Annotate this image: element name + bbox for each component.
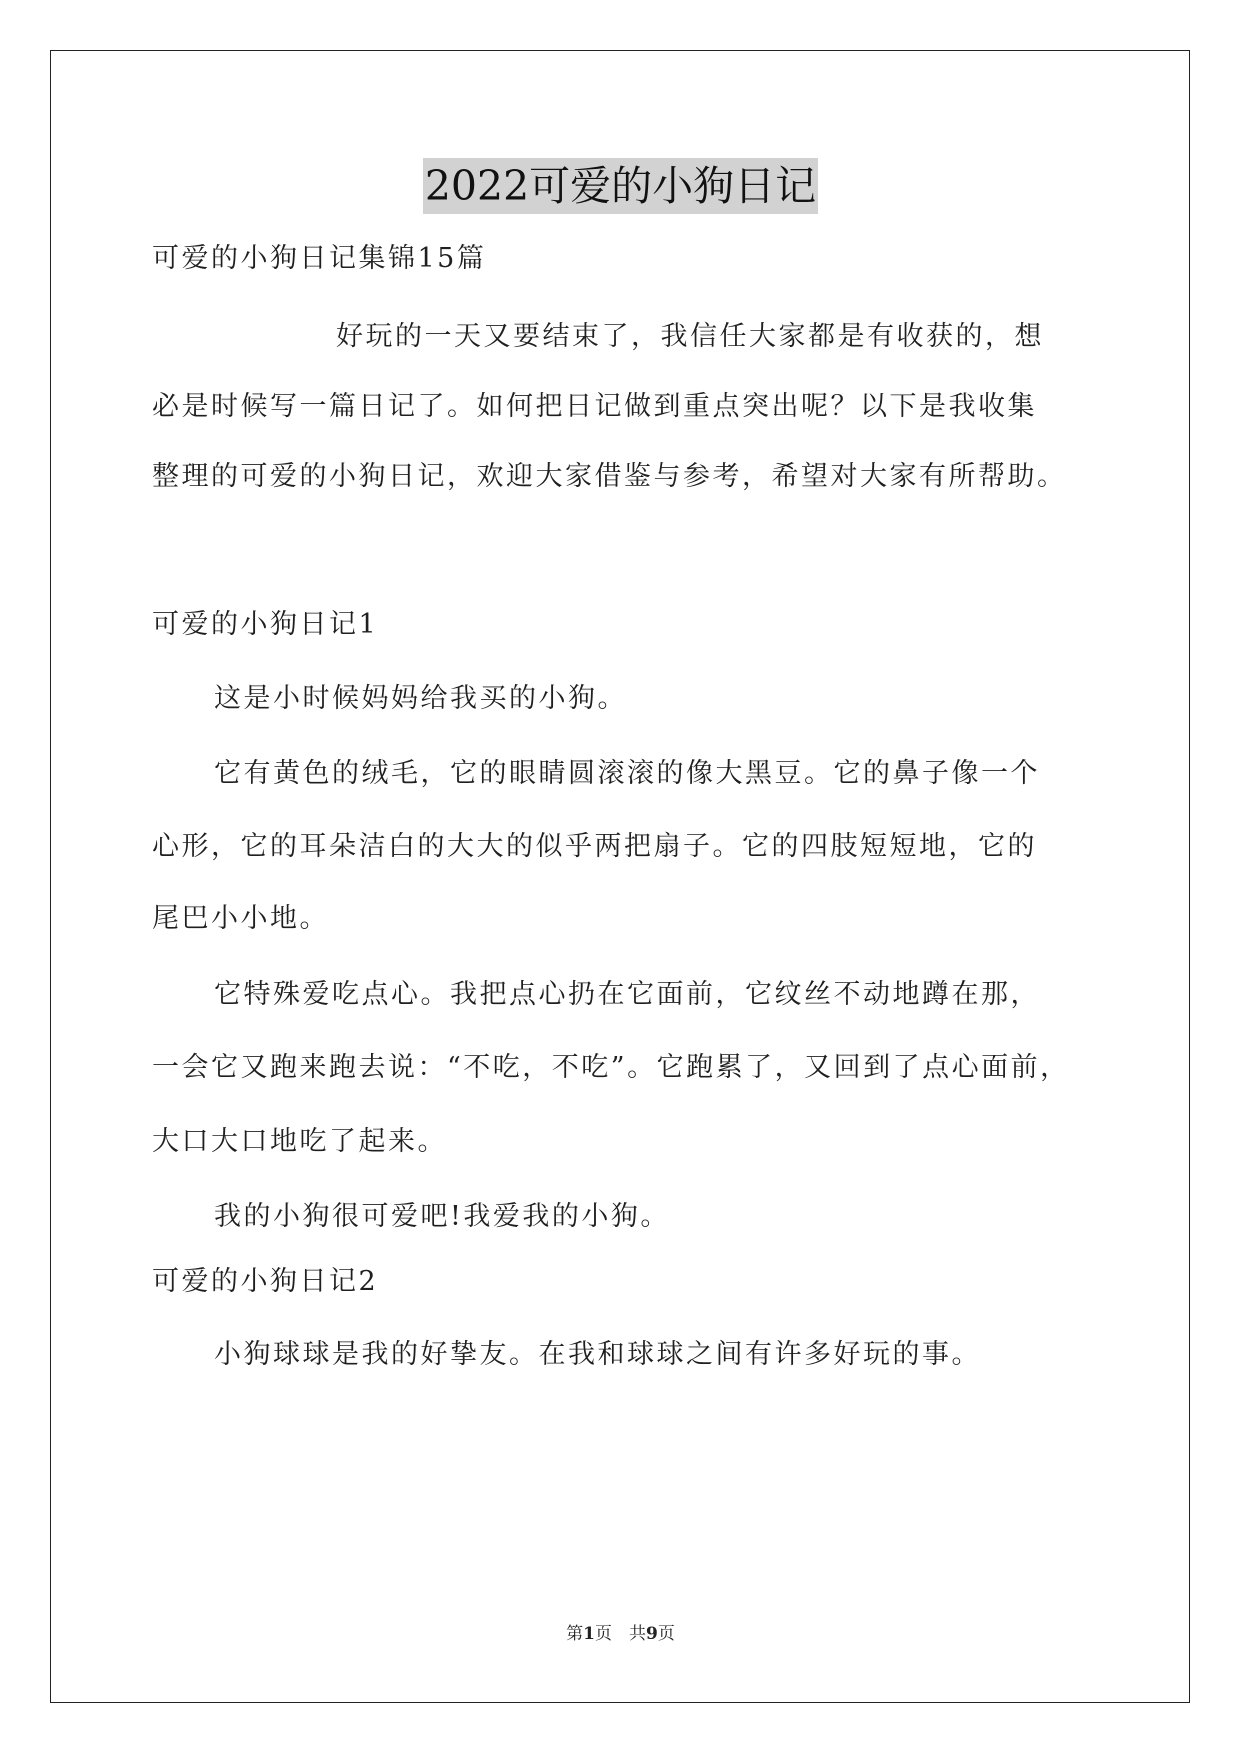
- paragraph-line: 大口大口地吃了起来。: [152, 1126, 447, 1157]
- footer-suffix: 页: [657, 1624, 675, 1644]
- intro-line: 好玩的一天又要结束了，我信任大家都是有收获的，想: [336, 321, 1044, 352]
- paragraph-line: 小狗球球是我的好挚友。在我和球球之间有许多好玩的事。: [214, 1339, 981, 1370]
- section-heading-2: 可爱的小狗日记2: [152, 1266, 379, 1297]
- intro-line: 必是时候写一篇日记了。如何把日记做到重点突出呢？以下是我收集: [152, 391, 1037, 422]
- document-title: 2022可爱的小狗日记: [423, 158, 818, 214]
- footer-page-number: 1: [583, 1624, 595, 1644]
- page-border: [50, 50, 1190, 1703]
- title-wrap: [0, 158, 1241, 214]
- paragraph-line: 它特殊爱吃点心。我把点心扔在它面前，它纹丝不动地蹲在那，: [214, 979, 1040, 1010]
- footer-total-pages: 9: [646, 1624, 658, 1644]
- paragraph-line: 一会它又跑来跑去说：“不吃，不吃”。它跑累了，又回到了点心面前，: [152, 1052, 1070, 1083]
- intro-line: 整理的可爱的小狗日记，欢迎大家借鉴与参考，希望对大家有所帮助。: [152, 461, 1067, 492]
- paragraph-line: 它有黄色的绒毛，它的眼睛圆滚滚的像大黑豆。它的鼻子像一个: [214, 758, 1040, 789]
- paragraph-line: 我的小狗很可爱吧!我爱我的小狗。: [214, 1201, 670, 1232]
- section-heading-1: 可爱的小狗日记1: [152, 609, 379, 640]
- document-subtitle: 可爱的小狗日记集锦15篇: [152, 243, 487, 274]
- footer-middle: 页 共: [595, 1624, 646, 1644]
- footer-prefix: 第: [566, 1624, 584, 1644]
- page-footer: [0, 1622, 1241, 1646]
- paragraph-line: 尾巴小小地。: [152, 903, 329, 934]
- paragraph-line: 心形，它的耳朵洁白的大大的似乎两把扇子。它的四肢短短地，它的: [152, 831, 1037, 862]
- paragraph-line: 这是小时候妈妈给我买的小狗。: [214, 683, 627, 714]
